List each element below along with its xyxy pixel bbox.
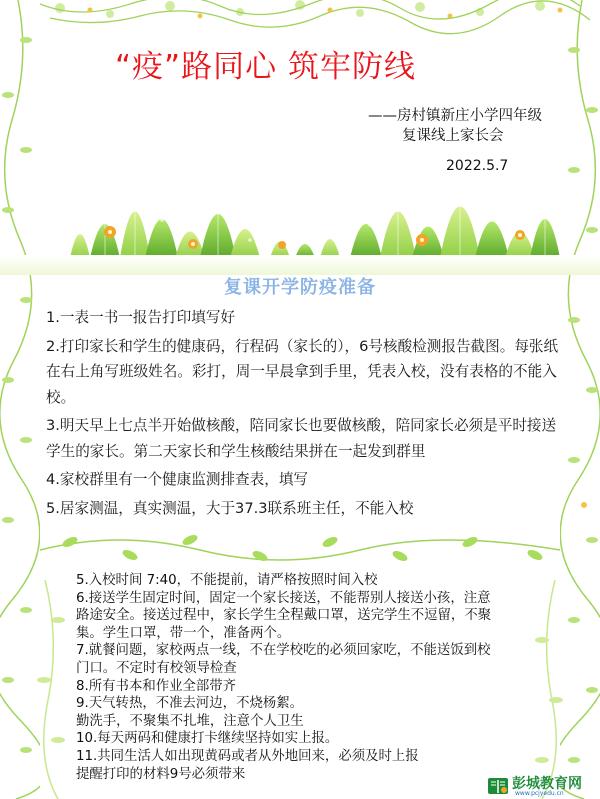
lower-item-list (76, 572, 546, 783)
section-heading: 复课开学防疫准备 (224, 277, 376, 298)
list-item: 学生的家长。第二天家长和学生核酸结果拼在一起发到群里 (46, 442, 426, 460)
tree-illustration (50, 150, 570, 260)
upper-item-list (46, 305, 586, 521)
list-item: 路途安全。接送过程中，家长学生全程戴口罩，送完学生不逗留，不聚 (76, 608, 492, 624)
list-item: 8.所有书本和作业全部带齐 (76, 678, 237, 694)
watermark-name: 彭城教育网 (512, 776, 582, 792)
list-item: 提醒打印的材料9号必须带来 (76, 766, 246, 782)
list-item: 在右上角写班级姓名。彩打，周一早晨拿到手里，凭表入校，没有表格的不能入 (46, 363, 557, 380)
subtitle-meeting: 复课线上家长会 (402, 128, 504, 144)
page-title: “疫”路同心 筑牢防线 (115, 49, 416, 85)
list-item: 5.入校时间 7:40，不能提前，请严格按照时间入校 (76, 573, 378, 588)
list-item: 3.明天早上七点半开始做核酸，陪同家长也要做核酸，陪同家长必须是平时接送 (46, 417, 557, 434)
divider-band (0, 255, 600, 275)
list-item: 4.家校群里有一个健康监测排查表，填写 (46, 471, 309, 488)
list-item: 6.接送学生固定时间，固定一个家长接送，不能帮别人接送小孩，注意 (76, 590, 491, 606)
leaf-divider (0, 520, 600, 580)
list-item: 2.打印家长和学生的健康码，行程码（家长的），6号核酸检测报告截图。每张纸 (46, 337, 559, 355)
watermark-logo (487, 774, 597, 798)
list-item: 门口。不定时有校领导检查 (76, 660, 237, 676)
list-item: 5.居家测温，真实测温，大于37.3联系班主任，不能入校 (46, 499, 414, 517)
date-label: 2022.5.7 (446, 158, 509, 174)
list-item: 勤洗手，不聚集不扎堆，注意个人卫生 (76, 713, 304, 729)
list-item: 11.共同生活人如出现黄码或者从外地回来，必须及时上报 (76, 748, 419, 764)
list-item: 集。学生口罩，带一个，准备两个。 (76, 625, 291, 641)
list-item: 7.就餐问题，家校两点一线，不在学校吃的必须回家吃，不能送饭到校 (76, 643, 491, 659)
list-item: 10.每天两码和健康打卡继续坚持如实上报。 (76, 731, 339, 747)
list-item: 校。 (46, 388, 76, 406)
book-icon (487, 775, 509, 797)
list-item: 1.一表一书一报告打印填写好 (46, 309, 236, 326)
list-item: 9.天气转热，不准去河边，不烧杨絮。 (76, 696, 304, 712)
subtitle-school: ——房村镇新庄小学四年级 (368, 108, 542, 124)
watermark-url: www.pcjyedu.cn (515, 790, 564, 797)
